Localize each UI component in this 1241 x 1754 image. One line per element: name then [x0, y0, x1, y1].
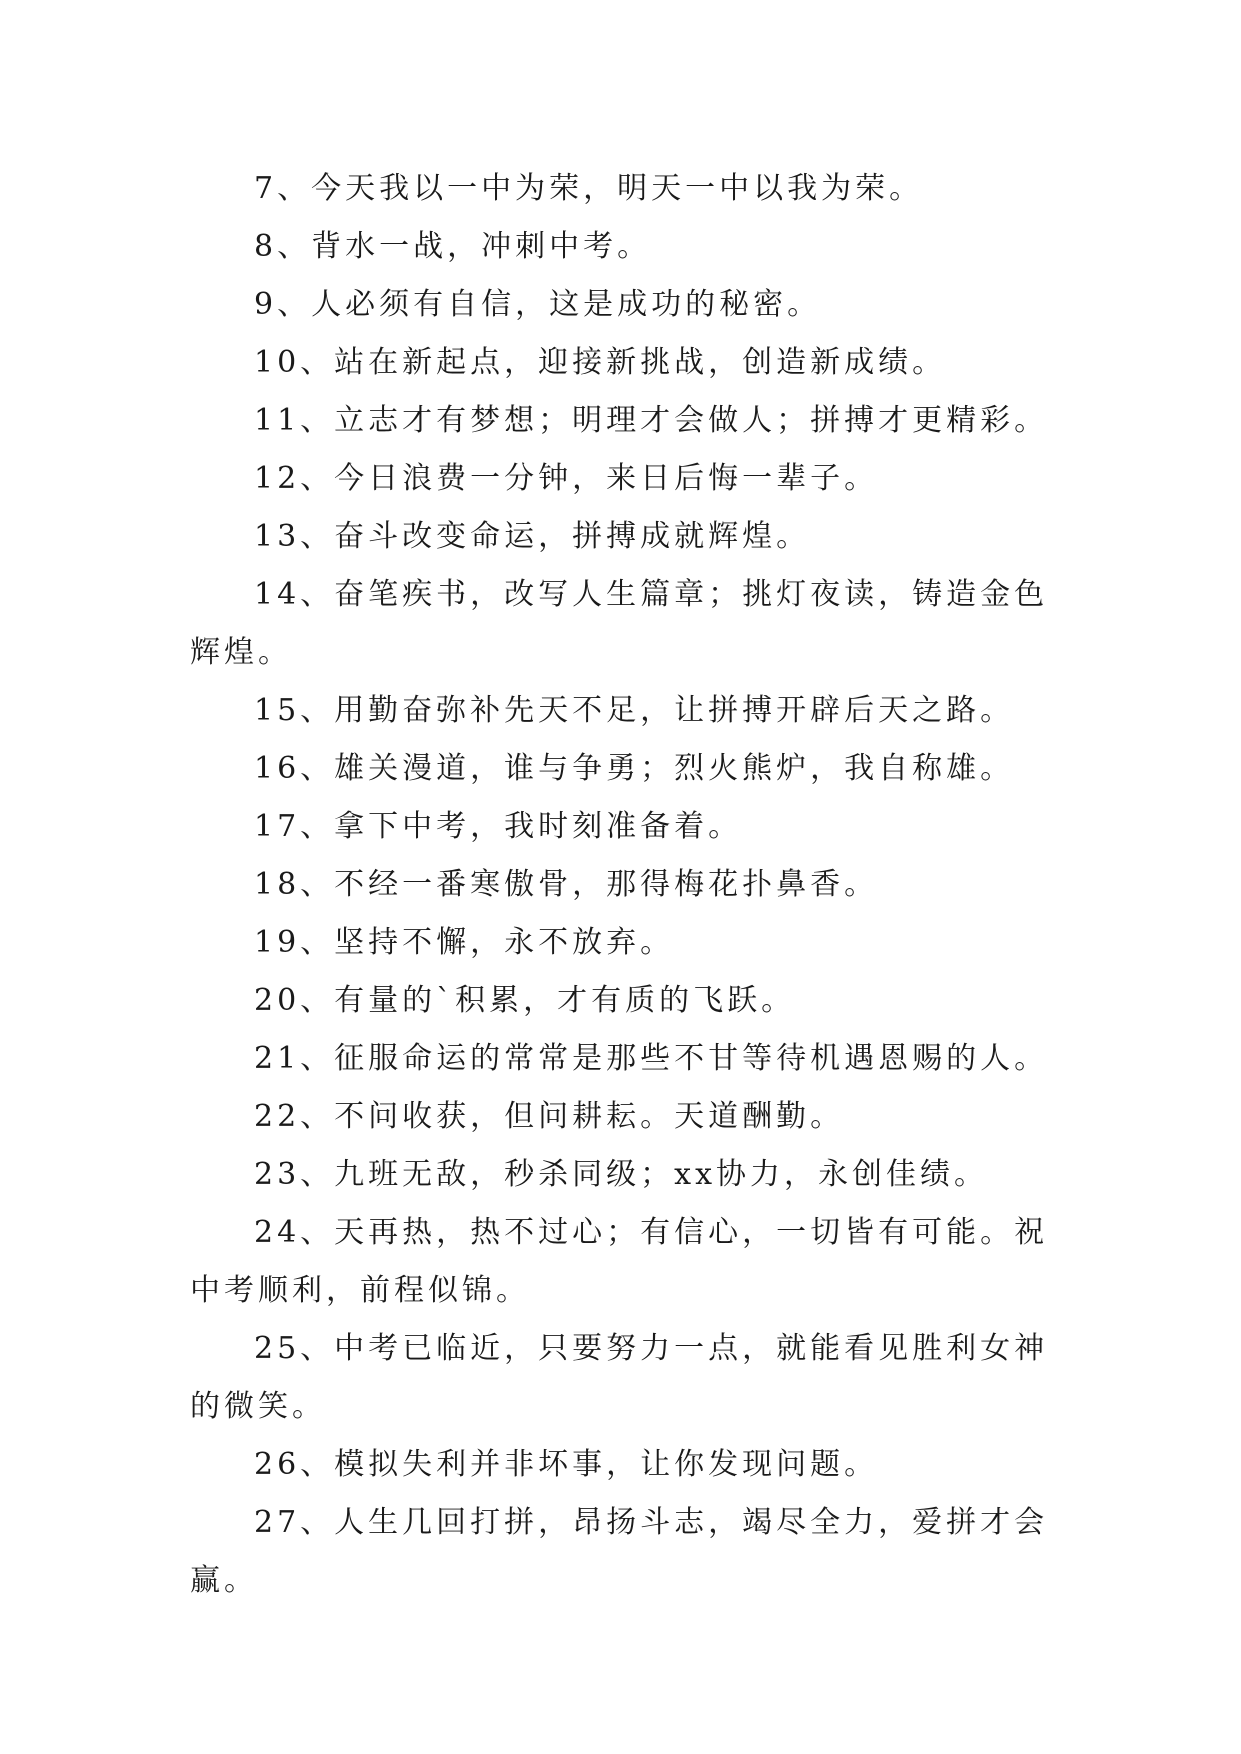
list-item: 24、天再热，热不过心；有信心，一切皆有可能。祝中考顺利，前程似锦。: [190, 1215, 1049, 1308]
list-item: 8、背水一战，冲刺中考。: [254, 229, 652, 264]
list-item: 18、不经一番寒傲骨，那得梅花扑鼻香。: [254, 867, 879, 902]
list-item: 14、奋笔疾书，改写人生篇章；挑灯夜读，铸造金色辉煌。: [190, 577, 1049, 670]
list-item: 15、用勤奋弥补先天不足，让拼搏开辟后天之路。: [254, 693, 1015, 728]
list-item: 13、奋斗改变命运，拼搏成就辉煌。: [254, 519, 811, 554]
list-item: 25、中考已临近，只要努力一点，就能看见胜利女神的微笑。: [190, 1331, 1049, 1424]
list-item: 12、今日浪费一分钟，来日后悔一辈子。: [254, 461, 879, 496]
list-item: 10、站在新起点，迎接新挑战，创造新成绩。: [254, 345, 947, 380]
list-item: 17、拿下中考，我时刻准备着。: [254, 809, 743, 844]
list-item: 27、人生几回打拼，昂扬斗志，竭尽全力，爱拼才会赢。: [190, 1505, 1049, 1598]
list-item: 11、立志才有梦想；明理才会做人；拼搏才更精彩。: [254, 403, 1049, 438]
list-item: 26、模拟失利并非坏事，让你发现问题。: [254, 1447, 879, 1482]
list-item: 16、雄关漫道，谁与争勇；烈火熊炉，我自称雄。: [254, 751, 1015, 786]
document-body: [190, 160, 1056, 1610]
list-item: 19、坚持不懈，永不放弃。: [254, 925, 675, 960]
list-item: 22、不问收获，但问耕耘。天道酬勤。: [254, 1099, 845, 1134]
list-item: 9、人必须有自信，这是成功的秘密。: [254, 287, 822, 322]
list-item: 21、征服命运的常常是那些不甘等待机遇恩赐的人。: [254, 1041, 1049, 1076]
list-item: 23、九班无敌，秒杀同级；xx协力，永创佳绩。: [254, 1157, 989, 1192]
list-item: 7、今天我以一中为荣，明天一中以我为荣。: [254, 171, 924, 206]
list-item: 20、有量的`积累，才有质的飞跃。: [254, 983, 796, 1018]
